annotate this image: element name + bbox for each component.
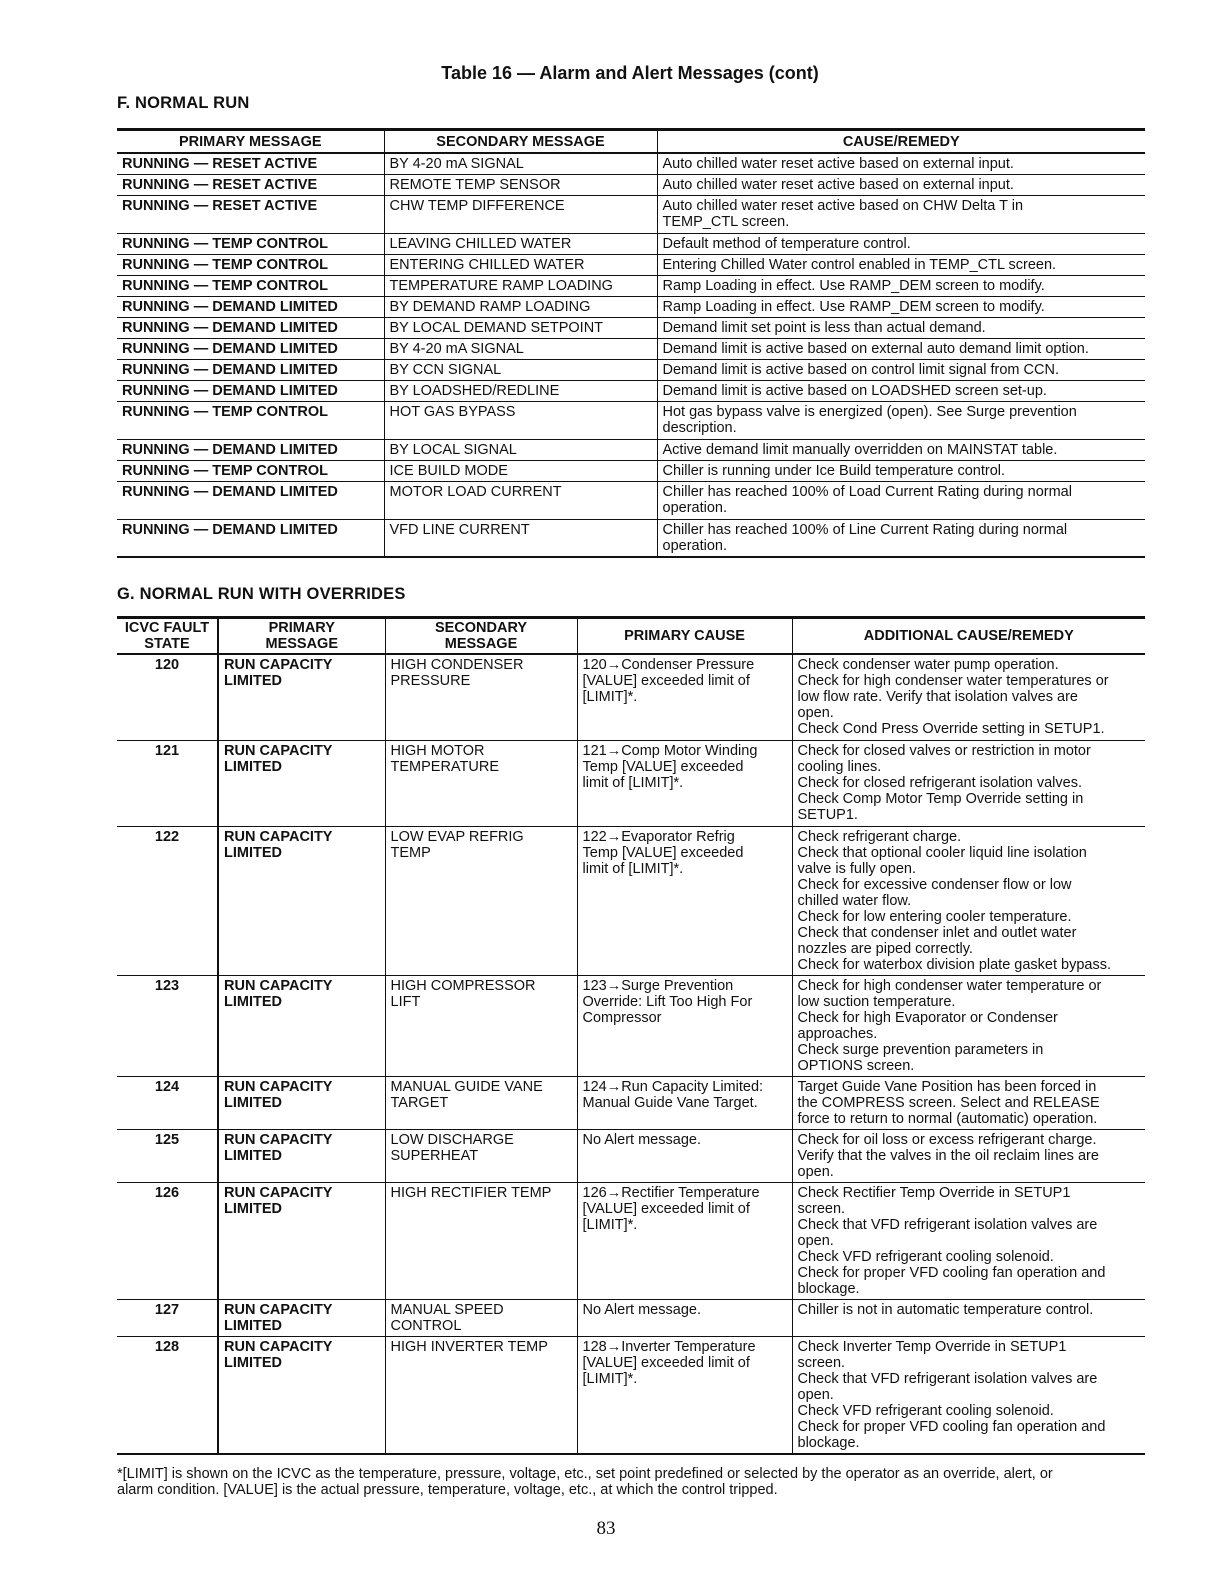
primary-message-cell: RUNNING — RESET ACTIVE	[117, 174, 384, 195]
cause-remedy-cell: Demand limit is active based on control limit signal from CCN.	[657, 359, 1145, 380]
normal-run-table	[117, 128, 1145, 558]
secondary-message-cell: VFD LINE CURRENT	[384, 519, 657, 557]
primary-cause-cell: 126→Rectifier Temperature [VALUE] exceeded limit of [LIMIT]*.	[577, 1182, 792, 1299]
fault-state-cell: 127	[117, 1299, 218, 1336]
table-row	[117, 153, 1145, 174]
primary-cause-cell: 121→Comp Motor Winding Temp [VALUE] exceeded limit of [LIMIT]*.	[577, 740, 792, 826]
secondary-message-cell: HIGH RECTIFIER TEMP	[385, 1182, 577, 1299]
secondary-message-cell: CHW TEMP DIFFERENCE	[384, 195, 657, 233]
secondary-message-cell: BY LOCAL DEMAND SETPOINT	[384, 317, 657, 338]
secondary-message-cell: BY CCN SIGNAL	[384, 359, 657, 380]
cause-remedy-cell: Auto chilled water reset active based on external input.	[657, 153, 1145, 174]
overrides-table-body	[117, 654, 1145, 1454]
fault-state-cell: 125	[117, 1129, 218, 1182]
section-f-heading: F. NORMAL RUN	[117, 94, 250, 112]
primary-message-cell: RUN CAPACITY LIMITED	[218, 1182, 385, 1299]
cause-remedy-cell: Chiller has reached 100% of Line Current Rating during normal operation.	[657, 519, 1145, 557]
secondary-message-cell: BY DEMAND RAMP LOADING	[384, 296, 657, 317]
primary-message-cell: RUNNING — RESET ACTIVE	[117, 153, 384, 174]
additional-cause-remedy-cell: Check Inverter Temp Override in SETUP1 screen. Check that VFD refrigerant isolation valves are open. Check VFD refrigerant cooling solenoid. Check for proper VFD cooling fan operation and blockage.	[792, 1336, 1145, 1454]
primary-message-cell: RUNNING — DEMAND LIMITED	[117, 380, 384, 401]
cause-remedy-cell: Chiller has reached 100% of Load Current Rating during normal operation.	[657, 481, 1145, 519]
primary-message-cell: RUNNING — DEMAND LIMITED	[117, 296, 384, 317]
cause-remedy-cell: Auto chilled water reset active based on external input.	[657, 174, 1145, 195]
primary-message-cell: RUNNING — DEMAND LIMITED	[117, 439, 384, 460]
cause-remedy-cell: Ramp Loading in effect. Use RAMP_DEM screen to modify.	[657, 275, 1145, 296]
table-row	[117, 317, 1145, 338]
secondary-message-cell: ICE BUILD MODE	[384, 460, 657, 481]
primary-cause-cell: 120→Condenser Pressure [VALUE] exceeded limit of [LIMIT]*.	[577, 654, 792, 740]
primary-cause-cell: 122→Evaporator Refrig Temp [VALUE] exceeded limit of [LIMIT]*.	[577, 826, 792, 975]
table-row	[117, 975, 1145, 1076]
table-row	[117, 195, 1145, 233]
cause-remedy-cell: Entering Chilled Water control enabled in TEMP_CTL screen.	[657, 254, 1145, 275]
table-row	[117, 233, 1145, 254]
cause-remedy-cell: Demand limit is active based on LOADSHED screen set-up.	[657, 380, 1145, 401]
cause-remedy-cell: Chiller is running under Ice Build temperature control.	[657, 460, 1145, 481]
secondary-message-cell: HIGH INVERTER TEMP	[385, 1336, 577, 1454]
primary-message-cell: RUN CAPACITY LIMITED	[218, 1076, 385, 1129]
fault-state-cell: 122	[117, 826, 218, 975]
column-header-secondary-message: SECONDARY MESSAGE	[385, 618, 577, 655]
secondary-message-cell: HIGH COMPRESSOR LIFT	[385, 975, 577, 1076]
column-header-additional-cause-remedy: ADDITIONAL CAUSE/REMEDY	[792, 618, 1145, 655]
fault-state-cell: 126	[117, 1182, 218, 1299]
primary-message-cell: RUNNING — TEMP CONTROL	[117, 401, 384, 439]
primary-message-cell: RUN CAPACITY LIMITED	[218, 1299, 385, 1336]
footnote: *[LIMIT] is shown on the ICVC as the temperature, pressure, voltage, etc., set point predefined or selected by the operator as an override, alert, or alarm condition. [VALUE] is the actual pressure, temperature, voltage, etc., at which the control tripped.	[117, 1466, 1053, 1498]
normal-run-overrides-table	[117, 616, 1145, 1455]
primary-cause-cell: 128→Inverter Temperature [VALUE] exceeded limit of [LIMIT]*.	[577, 1336, 792, 1454]
table-row	[117, 174, 1145, 195]
table-row	[117, 275, 1145, 296]
table-row	[117, 654, 1145, 740]
table-row	[117, 740, 1145, 826]
cause-remedy-cell: Ramp Loading in effect. Use RAMP_DEM screen to modify.	[657, 296, 1145, 317]
table-row	[117, 1076, 1145, 1129]
table-row	[117, 1129, 1145, 1182]
column-header-primary-message: PRIMARY MESSAGE	[218, 618, 385, 655]
secondary-message-cell: ENTERING CHILLED WATER	[384, 254, 657, 275]
secondary-message-cell: BY LOCAL SIGNAL	[384, 439, 657, 460]
table-row	[117, 460, 1145, 481]
secondary-message-cell: HIGH MOTOR TEMPERATURE	[385, 740, 577, 826]
column-header-primary-message: PRIMARY MESSAGE	[117, 130, 384, 154]
table-row	[117, 254, 1145, 275]
fault-state-cell: 123	[117, 975, 218, 1076]
secondary-message-cell: TEMPERATURE RAMP LOADING	[384, 275, 657, 296]
primary-message-cell: RUNNING — DEMAND LIMITED	[117, 519, 384, 557]
additional-cause-remedy-cell: Chiller is not in automatic temperature control.	[792, 1299, 1145, 1336]
additional-cause-remedy-cell: Check for closed valves or restriction in motor cooling lines. Check for closed refrigerant isolation valves. Check Comp Motor Temp Override setting in SETUP1.	[792, 740, 1145, 826]
table-row	[117, 439, 1145, 460]
additional-cause-remedy-cell: Check condenser water pump operation. Check for high condenser water temperatures or low flow rate. Verify that isolation valves are open. Check Cond Press Override setting in SETUP1.	[792, 654, 1145, 740]
cause-remedy-cell: Demand limit is active based on external auto demand limit option.	[657, 338, 1145, 359]
table-row	[117, 1299, 1145, 1336]
primary-message-cell: RUNNING — DEMAND LIMITED	[117, 338, 384, 359]
normal-run-header-row	[117, 130, 1145, 154]
cause-remedy-cell: Hot gas bypass valve is energized (open). See Surge prevention description.	[657, 401, 1145, 439]
additional-cause-remedy-cell: Check refrigerant charge. Check that optional cooler liquid line isolation valve is fully open. Check for excessive condenser flow or low chilled water flow. Check for low entering cooler temperature. Check that condenser inlet and outlet water nozzles are piped correctly. Check for waterbox division plate gasket bypass.	[792, 826, 1145, 975]
secondary-message-cell: LOW EVAP REFRIG TEMP	[385, 826, 577, 975]
table-row	[117, 826, 1145, 975]
cause-remedy-cell: Active demand limit manually overridden on MAINSTAT table.	[657, 439, 1145, 460]
cause-remedy-cell: Demand limit set point is less than actual demand.	[657, 317, 1145, 338]
fault-state-cell: 121	[117, 740, 218, 826]
primary-message-cell: RUNNING — TEMP CONTROL	[117, 233, 384, 254]
primary-cause-cell: No Alert message.	[577, 1299, 792, 1336]
secondary-message-cell: MANUAL GUIDE VANE TARGET	[385, 1076, 577, 1129]
column-header-fault-state: ICVC FAULT STATE	[117, 618, 218, 655]
table-row	[117, 338, 1145, 359]
secondary-message-cell: BY 4-20 mA SIGNAL	[384, 338, 657, 359]
primary-message-cell: RUNNING — RESET ACTIVE	[117, 195, 384, 233]
cause-remedy-cell: Auto chilled water reset active based on CHW Delta T in TEMP_CTL screen.	[657, 195, 1145, 233]
fault-state-cell: 120	[117, 654, 218, 740]
primary-message-cell: RUNNING — TEMP CONTROL	[117, 460, 384, 481]
secondary-message-cell: LEAVING CHILLED WATER	[384, 233, 657, 254]
primary-cause-cell: No Alert message.	[577, 1129, 792, 1182]
table-row	[117, 1182, 1145, 1299]
fault-state-cell: 124	[117, 1076, 218, 1129]
primary-cause-cell: 124→Run Capacity Limited: Manual Guide Vane Target.	[577, 1076, 792, 1129]
secondary-message-cell: BY 4-20 mA SIGNAL	[384, 153, 657, 174]
secondary-message-cell: HOT GAS BYPASS	[384, 401, 657, 439]
column-header-primary-cause: PRIMARY CAUSE	[577, 618, 792, 655]
primary-cause-cell: 123→Surge Prevention Override: Lift Too High For Compressor	[577, 975, 792, 1076]
secondary-message-cell: MANUAL SPEED CONTROL	[385, 1299, 577, 1336]
secondary-message-cell: BY LOADSHED/REDLINE	[384, 380, 657, 401]
primary-message-cell: RUN CAPACITY LIMITED	[218, 654, 385, 740]
table-title: Table 16 — Alarm and Alert Messages (cont)	[441, 63, 819, 83]
primary-message-cell: RUN CAPACITY LIMITED	[218, 1129, 385, 1182]
table-row	[117, 1336, 1145, 1454]
table-row	[117, 380, 1145, 401]
secondary-message-cell: LOW DISCHARGE SUPERHEAT	[385, 1129, 577, 1182]
primary-message-cell: RUNNING — DEMAND LIMITED	[117, 317, 384, 338]
additional-cause-remedy-cell: Check Rectifier Temp Override in SETUP1 screen. Check that VFD refrigerant isolation valves are open. Check VFD refrigerant cooling solenoid. Check for proper VFD cooling fan operation and blockage.	[792, 1182, 1145, 1299]
primary-message-cell: RUN CAPACITY LIMITED	[218, 826, 385, 975]
section-g-heading: G. NORMAL RUN WITH OVERRIDES	[117, 585, 406, 603]
secondary-message-cell: MOTOR LOAD CURRENT	[384, 481, 657, 519]
overrides-header-row	[117, 618, 1145, 655]
column-header-cause-remedy: CAUSE/REMEDY	[657, 130, 1145, 154]
cause-remedy-cell: Default method of temperature control.	[657, 233, 1145, 254]
primary-message-cell: RUNNING — TEMP CONTROL	[117, 254, 384, 275]
table-row	[117, 481, 1145, 519]
table-row	[117, 401, 1145, 439]
primary-message-cell: RUNNING — DEMAND LIMITED	[117, 359, 384, 380]
table-row	[117, 359, 1145, 380]
secondary-message-cell: REMOTE TEMP SENSOR	[384, 174, 657, 195]
primary-message-cell: RUNNING — DEMAND LIMITED	[117, 481, 384, 519]
primary-message-cell: RUN CAPACITY LIMITED	[218, 1336, 385, 1454]
additional-cause-remedy-cell: Check for oil loss or excess refrigerant charge. Verify that the valves in the oil reclaim lines are open.	[792, 1129, 1145, 1182]
table-row	[117, 296, 1145, 317]
normal-run-table-body	[117, 153, 1145, 557]
secondary-message-cell: HIGH CONDENSER PRESSURE	[385, 654, 577, 740]
primary-message-cell: RUN CAPACITY LIMITED	[218, 975, 385, 1076]
page-number: 83	[596, 1518, 616, 1539]
additional-cause-remedy-cell: Target Guide Vane Position has been forced in the COMPRESS screen. Select and RELEASE force to return to normal (automatic) operation.	[792, 1076, 1145, 1129]
additional-cause-remedy-cell: Check for high condenser water temperature or low suction temperature. Check for high Evaporator or Condenser approaches. Check surge prevention parameters in OPTIONS screen.	[792, 975, 1145, 1076]
primary-message-cell: RUNNING — TEMP CONTROL	[117, 275, 384, 296]
table-row	[117, 519, 1145, 557]
column-header-secondary-message: SECONDARY MESSAGE	[384, 130, 657, 154]
fault-state-cell: 128	[117, 1336, 218, 1454]
primary-message-cell: RUN CAPACITY LIMITED	[218, 740, 385, 826]
